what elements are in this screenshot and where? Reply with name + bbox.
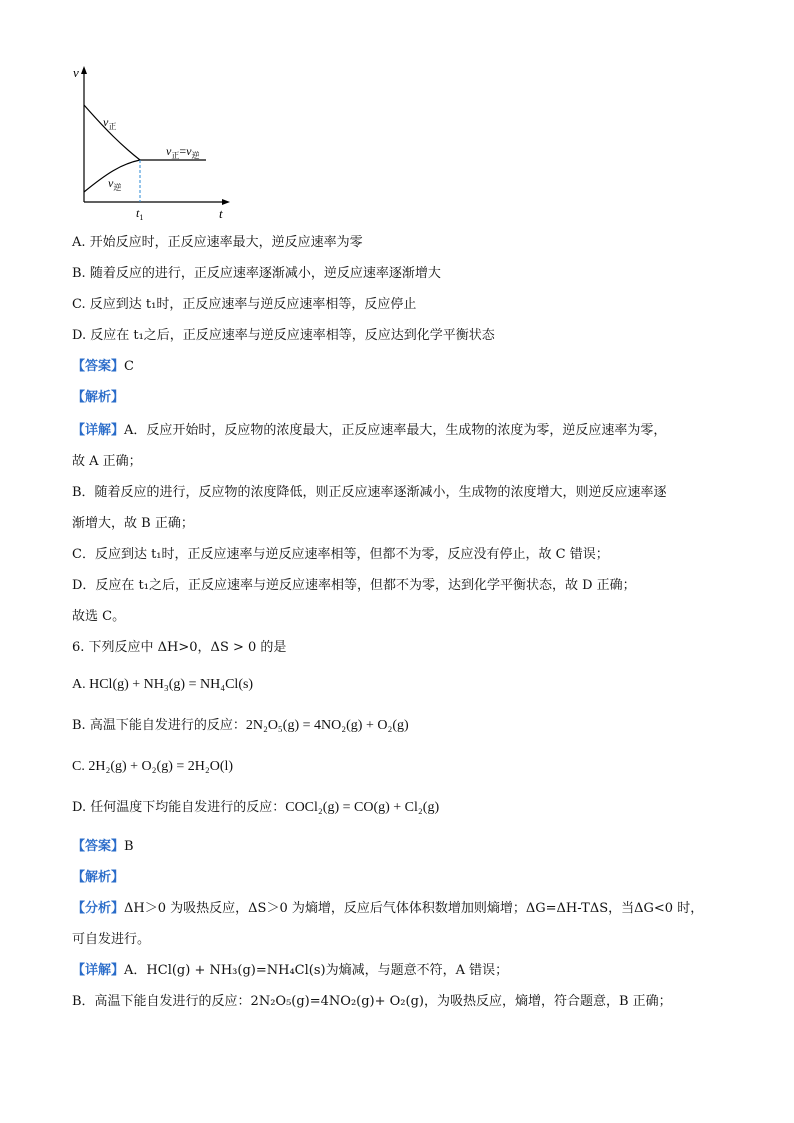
x-axis-label: t <box>219 206 223 221</box>
answer-value: C <box>124 359 134 374</box>
forward-rate-curve <box>84 105 140 160</box>
q5-choose: 故选 C。 <box>72 609 126 624</box>
q6-detail-b: B．高温下能自发进行的反应：2N₂O₅(g)=4NO₂(g)+ O₂(g)，为吸热反应，熵增，符合题意，B 正确； <box>72 994 672 1009</box>
q6-option-b-prefix: B. 高温下能自发进行的反应： <box>72 718 246 733</box>
q5-option-b: B. 随着反应的进行，正反应速率逐渐减小，逆反应速率逐渐增大 <box>72 266 441 281</box>
answer-tag: 【答案】 <box>72 839 125 854</box>
q5-detail-c: C．反应到达 t₁时，正反应速率与逆反应速率相等，但都不为零，反应没有停止，故 C 错误； <box>72 547 609 562</box>
detail-a-text: A．反应开始时，反应物的浓度最大，正反应速率最大，生成物的浓度为零，逆反应速率为零， <box>124 423 667 438</box>
q6-detail-a <box>72 962 508 980</box>
forward-label: $v_正$ <box>103 115 117 131</box>
fenxi-text: ΔH＞0 为吸热反应，ΔS＞0 为熵增，反应后气体体积数增加则熵增；ΔG=ΔH-TΔS，当ΔG<0 时， <box>124 901 704 916</box>
q6-fenxi-cont: 可自发进行。 <box>72 932 151 947</box>
t1-label: $t_1$ <box>136 206 144 222</box>
q6-option-b-equation: 2N₂O₅(g) = 4NO₂(g) + O₂(g) <box>245 718 409 733</box>
q6-stem: 6. 下列反应中 ΔH>0，ΔS > 0 的是 <box>72 640 287 655</box>
q6-fenxi <box>72 900 703 918</box>
q5-detail-b: B．随着反应的进行，反应物的浓度降低，则正反应速率逐渐减小，生成物的浓度增大，则逆反应速率逐 <box>72 485 667 500</box>
q6-analysis-tag: 【解析】 <box>72 870 125 885</box>
q5-option-a: A. 开始反应时，正反应速率最大，逆反应速率为零 <box>72 235 363 250</box>
detail-a-text: A．HCl(g) + NH₃(g)=NH₄Cl(s)为熵减，与题意不符，A 错误； <box>124 963 509 978</box>
q6-option-a: A. HCl(g) + NH₃(g) = NH₄Cl(s) <box>72 677 254 692</box>
q5-detail-a <box>72 422 666 440</box>
q6-option-b <box>72 717 409 735</box>
q6-answer <box>72 838 134 856</box>
q6-option-d-prefix: D. 任何温度下均能自发进行的反应： <box>72 800 286 815</box>
y-axis-label: v <box>73 65 79 80</box>
q6-option-d <box>72 799 439 817</box>
q5-detail-a-cont: 故 A 正确； <box>72 454 142 469</box>
x-axis-arrow <box>222 199 230 205</box>
fenxi-tag: 【分析】 <box>72 901 125 916</box>
detail-tag: 【详解】 <box>72 963 125 978</box>
q5-analysis-tag: 【解析】 <box>72 390 125 405</box>
answer-value: B <box>124 839 134 854</box>
q5-detail-b-cont: 渐增大，故 B 正确； <box>72 516 194 531</box>
reverse-label: $v_逆$ <box>108 176 122 192</box>
q6-option-c: C. 2H₂(g) + O₂(g) = 2H₂O(l) <box>72 759 234 774</box>
equal-label: $v_正=v_逆$ <box>166 144 200 160</box>
rate-time-graph <box>66 60 236 225</box>
q5-option-d: D. 反应在 t₁之后，正反应速率与逆反应速率相等，反应达到化学平衡状态 <box>72 328 495 343</box>
q6-option-d-equation: COCl₂(g) = CO(g) + Cl₂(g) <box>285 800 440 815</box>
y-axis-arrow <box>81 66 87 74</box>
detail-tag: 【详解】 <box>72 423 125 438</box>
q5-answer <box>72 358 134 376</box>
answer-tag: 【答案】 <box>72 359 125 374</box>
q5-detail-d: D．反应在 t₁之后，正反应速率与逆反应速率相等，但都不为零，达到化学平衡状态，故 D 正确； <box>72 578 636 593</box>
q5-option-c: C. 反应到达 t₁时，正反应速率与逆反应速率相等，反应停止 <box>72 297 417 312</box>
